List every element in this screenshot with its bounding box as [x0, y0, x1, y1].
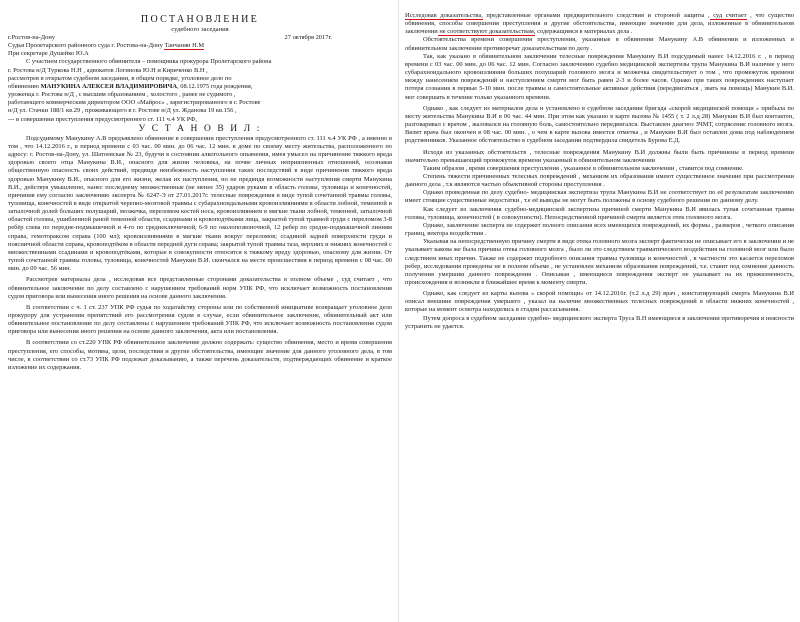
right-paragraph-12: Однако, как следует из карты вызова « скорой помощи» от 14.12.2016г. (т.2 л.д 29) врач , констатирующий смерть Манукина В.И описал внешние повреждения умершего , указал на наличие множественных телесных повреждений в области нижних конечностей , которые на момент осмотра находились в стадии рассасывания. — [405, 290, 794, 314]
defendant-birth: , 08.12.1975 года рождения, — [177, 82, 253, 90]
judge-line — [8, 42, 392, 50]
left-page — [0, 0, 398, 622]
judge-name: Танчанян Н.М — [164, 42, 205, 50]
document-subtitle: судебного заседания — [171, 26, 229, 33]
defendant-name: МАНУКИНА АЛЕКСЕЯ ВЛАДИМИРОВИЧА — [40, 82, 178, 90]
right-paragraph-9: Как следует из заключения судебно-медицинской экспертизы причиной смерти Манукина В.И явилась тупая сочетанная травма головы, туловища, конечностей ( в совокупности). Непосредственной причиной смерти является отек головного мозга. — [405, 205, 794, 221]
charged-line: --- в совершении преступления предусмотренного ст. 111 ч.4 УК РФ, — [8, 115, 197, 123]
right-paragraph-10: Однако, заключение эксперта не содержит полного описания всех имеющихся повреждений, их формы , размеров , четкого описания границ, вектора воздействия . — [405, 221, 794, 238]
bio-line-3: н/Д ул. Стачки 188/1 кв.29 , проживающего в г. Ростове н/Д ул. Жданова 19 кв.156 , — [8, 107, 237, 115]
right-paragraph-3: Так, как указано в обвинительном заключении телесные повреждения Манукину В.И подсудимый нанес 14.12.2016 г. , в период времени с 03 час. 00 мин. до 06 час. 12 мин. Согласно заключению судебно медицинской экспертизы трупа Манукина В.И наличие у него субарахноидального кровоизлияния больших полушарий головного мозга и мозжечка свидетельствует о том , что промежуток времени между нанесением повреждений и наступлением смерти мог быть равен 2-3 и более часов. Однако при таких повреждениях наступает потеря сознания в первые 5-10 мин. после травмы и самостоятельные активные действия (передвигаться , звать на помощь) Манукин В.И. мог совершать в течение только указанного времени. — [405, 52, 794, 101]
ustanovil-heading: У С Т А Н О В И Л : — [138, 123, 262, 134]
judge-court: Судья Пролетарского районного суда г. Ростова-на-Дону — [8, 42, 163, 50]
secretary-line: При секретаре Душейко Ю.А — [8, 50, 89, 58]
right-paragraph-8: Однако проведенная по делу судебно- медицинская экспертиза трупа Манукина В.И не соответствует по её результатам заключению имеет стоящие существенные недостатки , т.е её выводы не могут быть положены в основу судебного решения по данному делу. — [405, 189, 794, 205]
bio-line-1: уроженца г. Ростова н/Д , с высшим образованием , холостого , ранее не судимого , — [8, 91, 236, 99]
body-paragraph-4: В соответствии со ст.220 УПК РФ обвинительное заключение должно содержать: существо обвинения, место и время совершения преступления, его способы, мотивы, цели, последствия и другие обстоятельства, имеющие значение для данного уголовного дела, в том числе, в соответствии со ст.73 УПК РФ подлежат доказыванию, а также перечень доказательств, подтверждающих обвинение и краткое изложение их содержания. — [8, 339, 392, 371]
right-p1-c: содержащимся в материалах дела . — [535, 28, 633, 36]
right-p1-a: представленные органами предварительного следствия и стороной защиты , — [482, 12, 710, 19]
city: г.Ростов-на-Дону — [8, 34, 56, 41]
reviewing-line-2 — [8, 83, 392, 91]
right-paragraph-1 — [405, 12, 794, 36]
right-paragraph-2: Обстоятельства времени совершения преступления, указанные в обвинении Манукину А.В обвинении и изложенных в обвинительном заключении противоречат доказательствам по делу . — [405, 36, 794, 52]
place-date-row — [8, 34, 392, 42]
right-paragraph-7: Степень тяжести причиненных телесных повреждений , механизм их образования имеют существенное значение при рассмотрении данного дела , т.к являются частью объективной стороны преступления . — [405, 172, 794, 189]
highlight-court-finds: суд считает — [709, 12, 747, 19]
right-paragraph-5: Исходя из указанных обстоятельств , телесные повреждения Манукину В.И должны были быть причинены в период времени значительно превышающий промежуток времени указанный в обвинительном заключении — [405, 148, 794, 164]
right-page — [398, 0, 800, 622]
right-paragraph-11: Указывая на непосредственную причину смерти в виде отека головного мозга эксперт фактически не описывает его в заключении и не указывает какова же была причина отека головного мозга , было ли это следствием травматического воздействия на головной мозг или было следствием иных причин. Также не содержит подробного описания травмы туловища и конечностей , в частности это касается переломов ребер, исследования проведены не в полном объеме , не установлен механизм образования повреждений, т.е. ставит под сомнение давность получения умершим данного повреждения . Описывая , имеющиеся повреждения эксперт не указывает на их прижизненность, происхождения и возникли в ближайшее время к моменту смерти. — [405, 238, 794, 286]
right-paragraph-4: Однако , как следует из материалов дела и установлено в судебном заседании бригада «скорой медицинской помощи » прибыла по месту жительства Манукина В.И в 06 час. 44 мин. При этом как указано в карте вызова № 1455 ( т. 2 л.д 28) Манукин В.И был контактен, разговаривал с врачом , жаловался на головную боль, самостоятельно передвигался. Выставлен диагноз ЗЧМТ, сотрясение головного мозга. Визит врача был окончен в 08 час. 00 мин. , о чем в карте вызова имеется отметка , и Манукин В.И был оставлен дома под наблюдением родственников. Указанное обстоятельство в судебном заседании подтвердила свидетель Бурова Е.Д. — [405, 104, 794, 145]
decision-date: 27 октября 2017г. — [284, 34, 332, 41]
highlight-evidence: Исследовав доказательства, — [405, 12, 483, 19]
participation-line-1: С участием государственного обвинителя – помощника прокурора Пролетарского района — [26, 58, 272, 66]
participation-line-2: г. Ростова н/Д Туркова Н.Н , адвокатов Логинова Ю.Н и Кириченко В.Н , — [8, 66, 208, 74]
highlight-not-matching: не соответствуют доказательствам, — [437, 28, 536, 36]
body-paragraph-1: Подсудимому Манукину А.В предъявлено обвинение в совершении преступления предусмотренного ст. 111 ч.4 УК РФ , а именно в том , что 14.12.2016 г., в период времени с 03 час. 00 мин. до 06 час. 12 мин. в доме по своему месту жительства, расположенного по адресу: г. Ростов-на-Дону, ул. Шатоевская № 23, будучи в состоянии алкогольного опьянения, имея умысел на причинение тяжкого вреда здоровью своего отца Манукина В.И., опасного для жизни человека, на почве личных неприязненных отношений, осознавая общественную опасность своих действий, предвидя неизбежность наступления таких последствий в виде причинения тяжкого вреда здоровью Манукину В.И., опасного для его жизни, желая их наступления, но не предвидя возможности наступления смерти Манукина В.И., действуя умышленно, нанес последнему множественные (не менее 35) ударов руками в область головы, туловища и конечностей, причинив ему согласно заключению эксперта № 6247-Э от 27.01.2017г. телесные повреждения в виде тупой сочетанной травмы головы, туловища, конечностей в виде открытой черепно-мозговой травмы с субарахноидальными кровоизлияниями в области лобной, теменной и затылочной долей больших полушарий, мозжечка, переломом костей носа, кровоизлиянием в мягкие ткани лобной, теменной, затылочной областей головы, ушибленной раной теменной области, ссадинами и кровоподтёками лица, закрытой тупой травмой груди с переломом 3-8 ребёр слева по передне-подмышечной и 4-го по среднеключичной, 6-9 по околопозвоночной, 12 ребер по средне-подмышечной линиям справа, гемотораксом справа (100 мл); кровоизлияниями в мягкие ткани вокруг переломов; ссадиной задней поверхности груди и поясничной области справа, кровоподтёком в области передней дуги справа; закрытой тупой травмы таза, верхних и нижних конечностей с множественными ссадинами и кровоподтёками, которые в совокупности относятся к тяжкому вреду здоровью, опасному для жизни. От тупой сочетанной травмы головы, туловища, конечностей Манукин В.И. скончался на месте происшествия в период времени с 08 час. 00 мин. до 09 час. 56 мин. — [8, 134, 392, 273]
body-paragraph-2: Рассмотрев материалы дела , исследовав все представленные сторонами доказательства в полном объеме , суд считает , что обвинительное заключение по делу составлено с нарушением требований норм УПК РФ, что исключает возможность постановления судом приговора или вынесения иного решения на основе данного заключения. — [8, 276, 392, 300]
bio-line-2: работающего коммерческим директором ООО «Майрос» , зарегистрированного в г. Ростове — [8, 99, 261, 107]
body-paragraph-3: В соответствии с ч. 1 ст. 237 УПК РФ судья по ходатайству стороны или по собственной инициативе возвращает уголовное дело прокурору для устранения препятствий его рассмотрения судом в случае, если обвинительное заключение, обвинительный акт или обвинительное постановление по делу составлены с нарушением требований УПК РФ, что исключает возможность постановления судом приговора или вынесения иного решения на основе данного заключения, акта или постановления. — [8, 303, 392, 336]
reviewing-prefix: обвинению — [8, 82, 41, 90]
reviewing-line-1: рассмотрев в открытом судебном заседании, в общем порядке, уголовное дело по — [8, 74, 232, 82]
document-title: ПОСТАНОВЛЕНИЕ — [140, 14, 260, 25]
right-paragraph-6: Таким образом , время совершения преступления , указанное в обвинительном заключении , ставится под сомнение. — [423, 164, 744, 172]
right-p1-b: , что существо обвинения, способы совершения преступления и другие обстоятельства, имеющие значение для дела, изложенные в обвинительном заключении — [405, 12, 794, 36]
right-paragraph-13: Путем допроса в судебном заседании судебно- медицинского эксперта Труса В.Н имеющиеся в заключении противоречия и неясности устранить не удается. — [405, 314, 794, 330]
